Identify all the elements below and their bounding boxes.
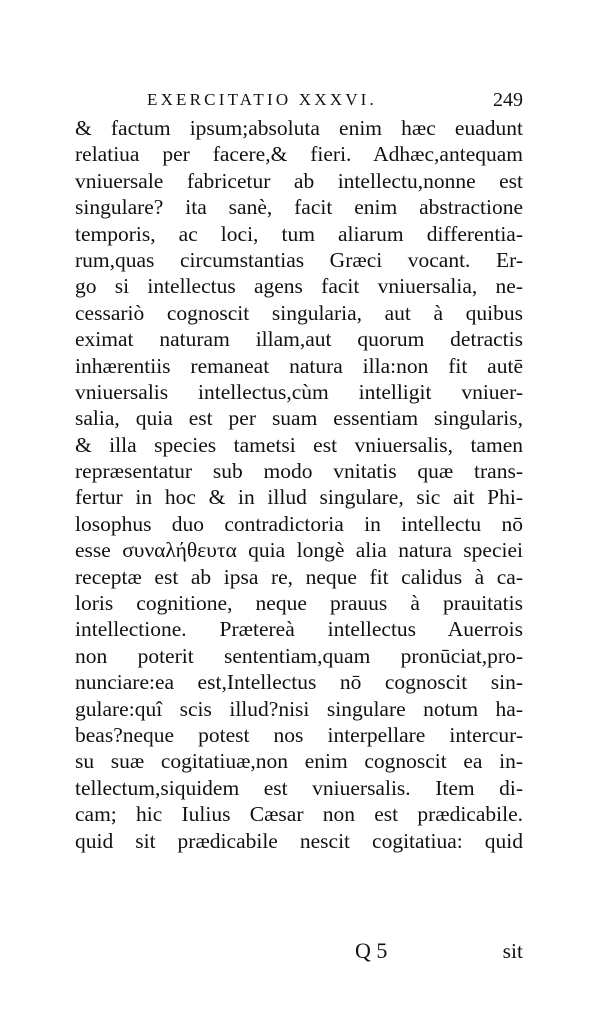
text-line: gulare:quî scis illud?nisi singulare notum ha- [75, 696, 523, 721]
text-line: losophus duo contradictoria in intellectu nō [75, 511, 523, 536]
text-line: vniuersalis intellectus,cùm intelligit vniuer- [75, 379, 523, 404]
text-line: eximat naturam illam,aut quorum detractis [75, 327, 523, 352]
text-line: & illa species tametsi est vniuersalis, tamen [75, 432, 523, 457]
text-line: & factum ipsum;absoluta enim hæc euadunt [75, 116, 523, 140]
text-line: rum,quas circumstantias Græci vocant. Er- [75, 247, 523, 272]
text-line: cam; hic Iulius Cæsar non est prædicabile. [75, 802, 523, 827]
text-line: fertur in hoc & in illud singulare, sic ait Phi- [75, 485, 523, 510]
signature-mark: Q 5 [355, 938, 388, 963]
text-line: quid sit prædicabile nescit cogitatiua: quid [75, 828, 523, 853]
text-line: nunciare:ea est,Intellectus nō cognoscit sin- [75, 670, 523, 695]
text-line: temporis, ac loci, tum aliarum differentia- [75, 221, 523, 246]
text-line: vniuersale fabricetur ab intellectu,nonne est [75, 168, 523, 193]
running-title: EXERCITATIO XXXVI. [147, 90, 377, 109]
text-line: su suæ cogitatiuæ,non enim cognoscit ea in- [75, 749, 523, 774]
text-line: non poterit sententiam,quam pronūciat,pro- [75, 643, 523, 668]
text-line: intellectione. Prætereà intellectus Auerrois [75, 617, 523, 642]
page-number: 249 [493, 89, 523, 111]
text-line: salia, quia est per suam essentiam singularis, [75, 406, 523, 431]
text-line: loris cognitione, neque prauus à prauitatis [75, 591, 523, 616]
text-line: beas?neque potest nos interpellare intercur- [75, 722, 523, 747]
text-line: esse συναλήθευτα quia longè alia natura speciei [75, 538, 523, 563]
text-line: relatiua per facere,& fieri. Adhæc,antequam [75, 142, 523, 167]
catch-line [75, 937, 523, 965]
text-line: singulare? ita sanè, facit enim abstractione [75, 195, 523, 220]
text-line: cessariò cognoscit singularia, aut à quibus [75, 300, 523, 325]
text-line: tellectum,siquidem est vniuersalis. Item di- [75, 775, 523, 800]
text-line: inhærentiis remaneat natura illa:non fit autē [75, 353, 523, 378]
running-head [75, 88, 523, 112]
catchword: sit [502, 939, 523, 963]
text-line: go si intellectus agens facit vniuersalia, ne- [75, 274, 523, 299]
text-line: receptæ est ab ipsa re, neque fit calidus à ca- [75, 564, 523, 589]
body-text [75, 115, 523, 854]
text-line: repræsentatur sub modo vnitatis quæ trans- [75, 459, 523, 484]
